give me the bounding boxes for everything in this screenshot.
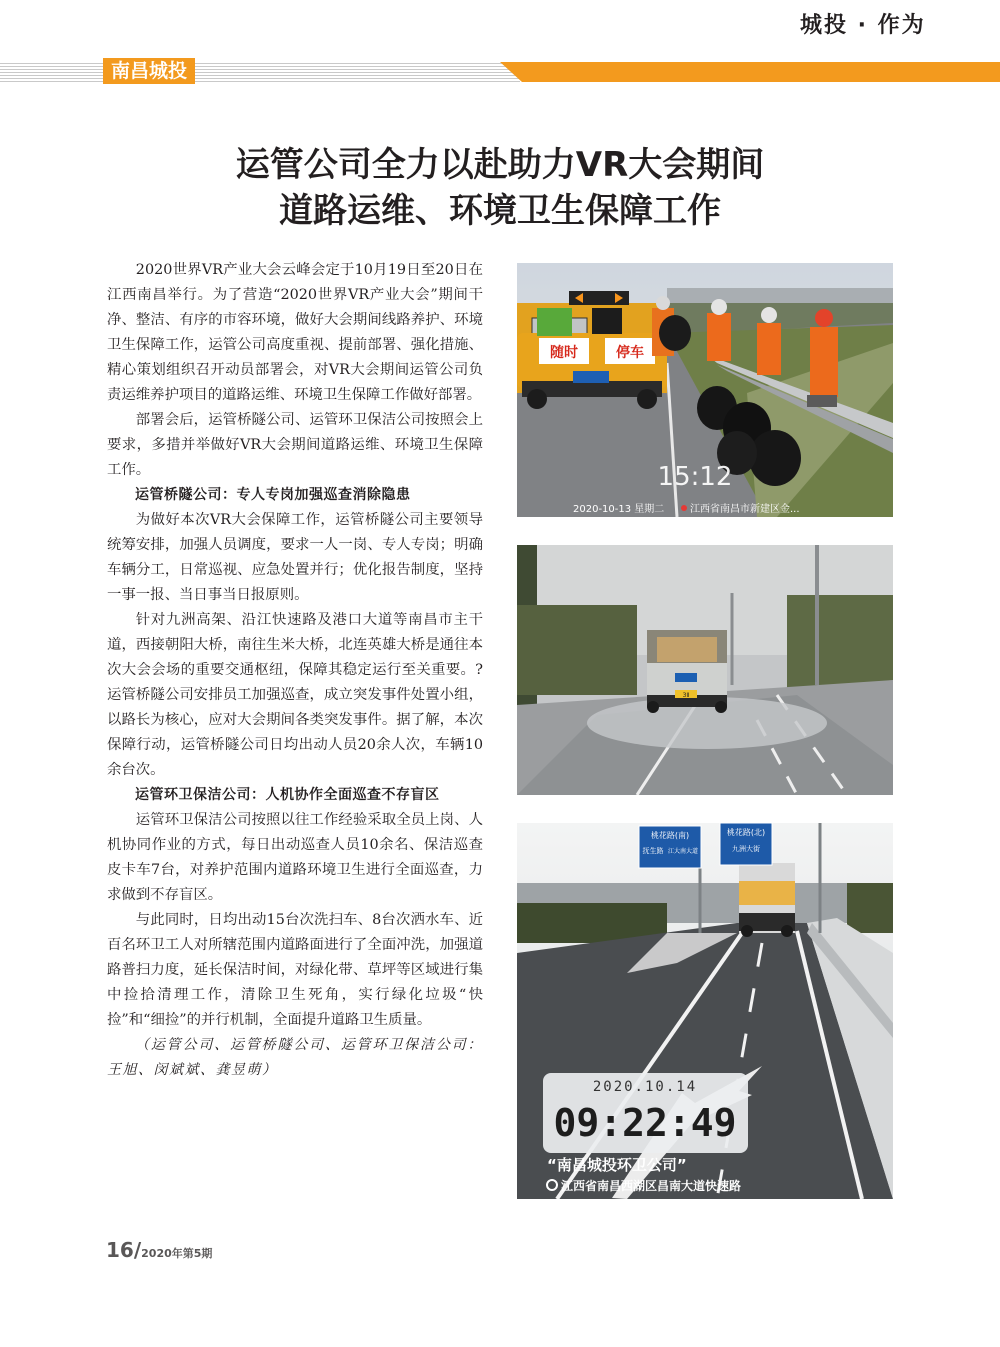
photo3-time: 09:22:49: [553, 1101, 737, 1145]
sign2-title: 桃花路(北): [726, 828, 766, 837]
paragraph-bridge-tunnel-2: 针对九洲高架、沿江快速路及港口大道等南昌市主干道，西接朝阳大桥，南往生米大桥，北连英雄大桥是通往本次大会会场的重要交通枢纽，保障其稳定运行至关重要。?运管桥隧公司安排员工加强巡查，成立突发事件处置小组，以路长为核心，应对大会期间各类突发事件。据了解，本次保障行动，运管桥隧公司日均出动人员20余人次，车辆10余台次。: [107, 612, 483, 778]
sign1-line-a: 抚生路: [642, 847, 664, 855]
photo-sprinkler-truck: [517, 545, 893, 795]
photo3-date: 2020.10.14: [592, 1079, 698, 1095]
photo3-location: 江西省南昌西湖区昌南大道快速路: [561, 1179, 742, 1193]
truck-plate: 3Ⅱ: [682, 692, 690, 699]
page-footer: [106, 1238, 212, 1262]
issue-label: 2020年第5期: [141, 1247, 213, 1260]
photo1-time: 15:12: [657, 462, 733, 492]
subheading-bridge-tunnel: 运管桥隧公司：专人专岗加强巡查消除隐患: [135, 487, 411, 503]
title-line-2: 道路运维、环境卫生保障工作: [279, 191, 721, 231]
photo1-date: 2020-10-13 星期二: [573, 504, 665, 515]
paragraph-sanitation-2: 与此同时，日均出动15台次洗扫车、8台次洒水车、近百名环卫工人对所辖范围内道路面进行了全面冲洗，加强道路普扫力度，延长保洁时间，对绿化带、草坪等区域进行集中捡拾清理工作，清除卫生死角，实行绿化垃圾“快捡”和“细捡”的并行机制，全面提升道路卫生质量。: [107, 912, 483, 1028]
truck-sign-right: 停车: [616, 345, 644, 361]
page-number: 16/: [106, 1238, 142, 1262]
sign1-title: 桃花路(南): [650, 831, 690, 840]
header-orange-band: [500, 62, 1000, 82]
section-tag: 城投 · 作为: [800, 13, 926, 38]
photo3-company: “南昌城投环卫公司”: [547, 1156, 687, 1174]
location-pin-icon: [681, 505, 687, 511]
photo-street-sweeper: [517, 823, 893, 1199]
paragraph-deployment: 部署会后，运管桥隧公司、运管环卫保洁公司按照会上要求，多措并举做好VR大会期间道路运维、环境卫生保障工作。: [107, 412, 483, 478]
article-body: [107, 258, 483, 1083]
sign2-line-a: 九洲大街: [732, 845, 760, 853]
header-stripe-band: [0, 62, 520, 82]
photo1-location: 江西省南昌市新建区金...: [690, 504, 800, 515]
subheading-sanitation: 运管环卫保洁公司：人机协作全面巡查不存盲区: [135, 787, 440, 803]
paragraph-intro: 2020世界VR产业大会云峰会定于10月19日至20日在江西南昌举行。为了营造“2020世界VR产业大会”期间干净、整洁、有序的市容环境，做好大会期间线路养护、环境卫生保障工作，运管公司高度重视、提前部署、强化措施、精心策划组织召开动员部署会，对VR大会期间运管公司负责运维养护项目的道路运维、环境卫生保障工作做好部署。: [107, 262, 483, 403]
truck-sign-left: 随时: [550, 345, 578, 361]
paragraph-sanitation-1: 运管环卫保洁公司按照以往工作经验采取全员上岗、人机协同作业的方式，每日出动巡查人员10余名、保洁巡查皮卡车7台，对养护范围内道路环境卫生进行全面巡查，力求做到不存盲区。: [107, 812, 483, 903]
paragraph-bridge-tunnel-1: 为做好本次VR大会保障工作，运管桥隧公司主要领导统筹安排，加强人员调度，要求一人一岗、专人专岗；明确车辆分工，日常巡视、应急处置并行；优化报告制度，坚持一事一报、当日事当日报原则。: [107, 512, 483, 603]
author-credit: （运管公司、运管桥隧公司、运管环卫保洁公司：王旭、闵斌斌、龚昱萌）: [107, 1037, 483, 1078]
article-title: [60, 142, 940, 234]
column-label: 南昌城投: [103, 58, 195, 84]
photo-road-workers: [517, 263, 893, 517]
title-line-1: 运管公司全力以赴助力VR大会期间: [235, 145, 765, 185]
sign1-line-b: 江大南大道: [667, 848, 699, 855]
